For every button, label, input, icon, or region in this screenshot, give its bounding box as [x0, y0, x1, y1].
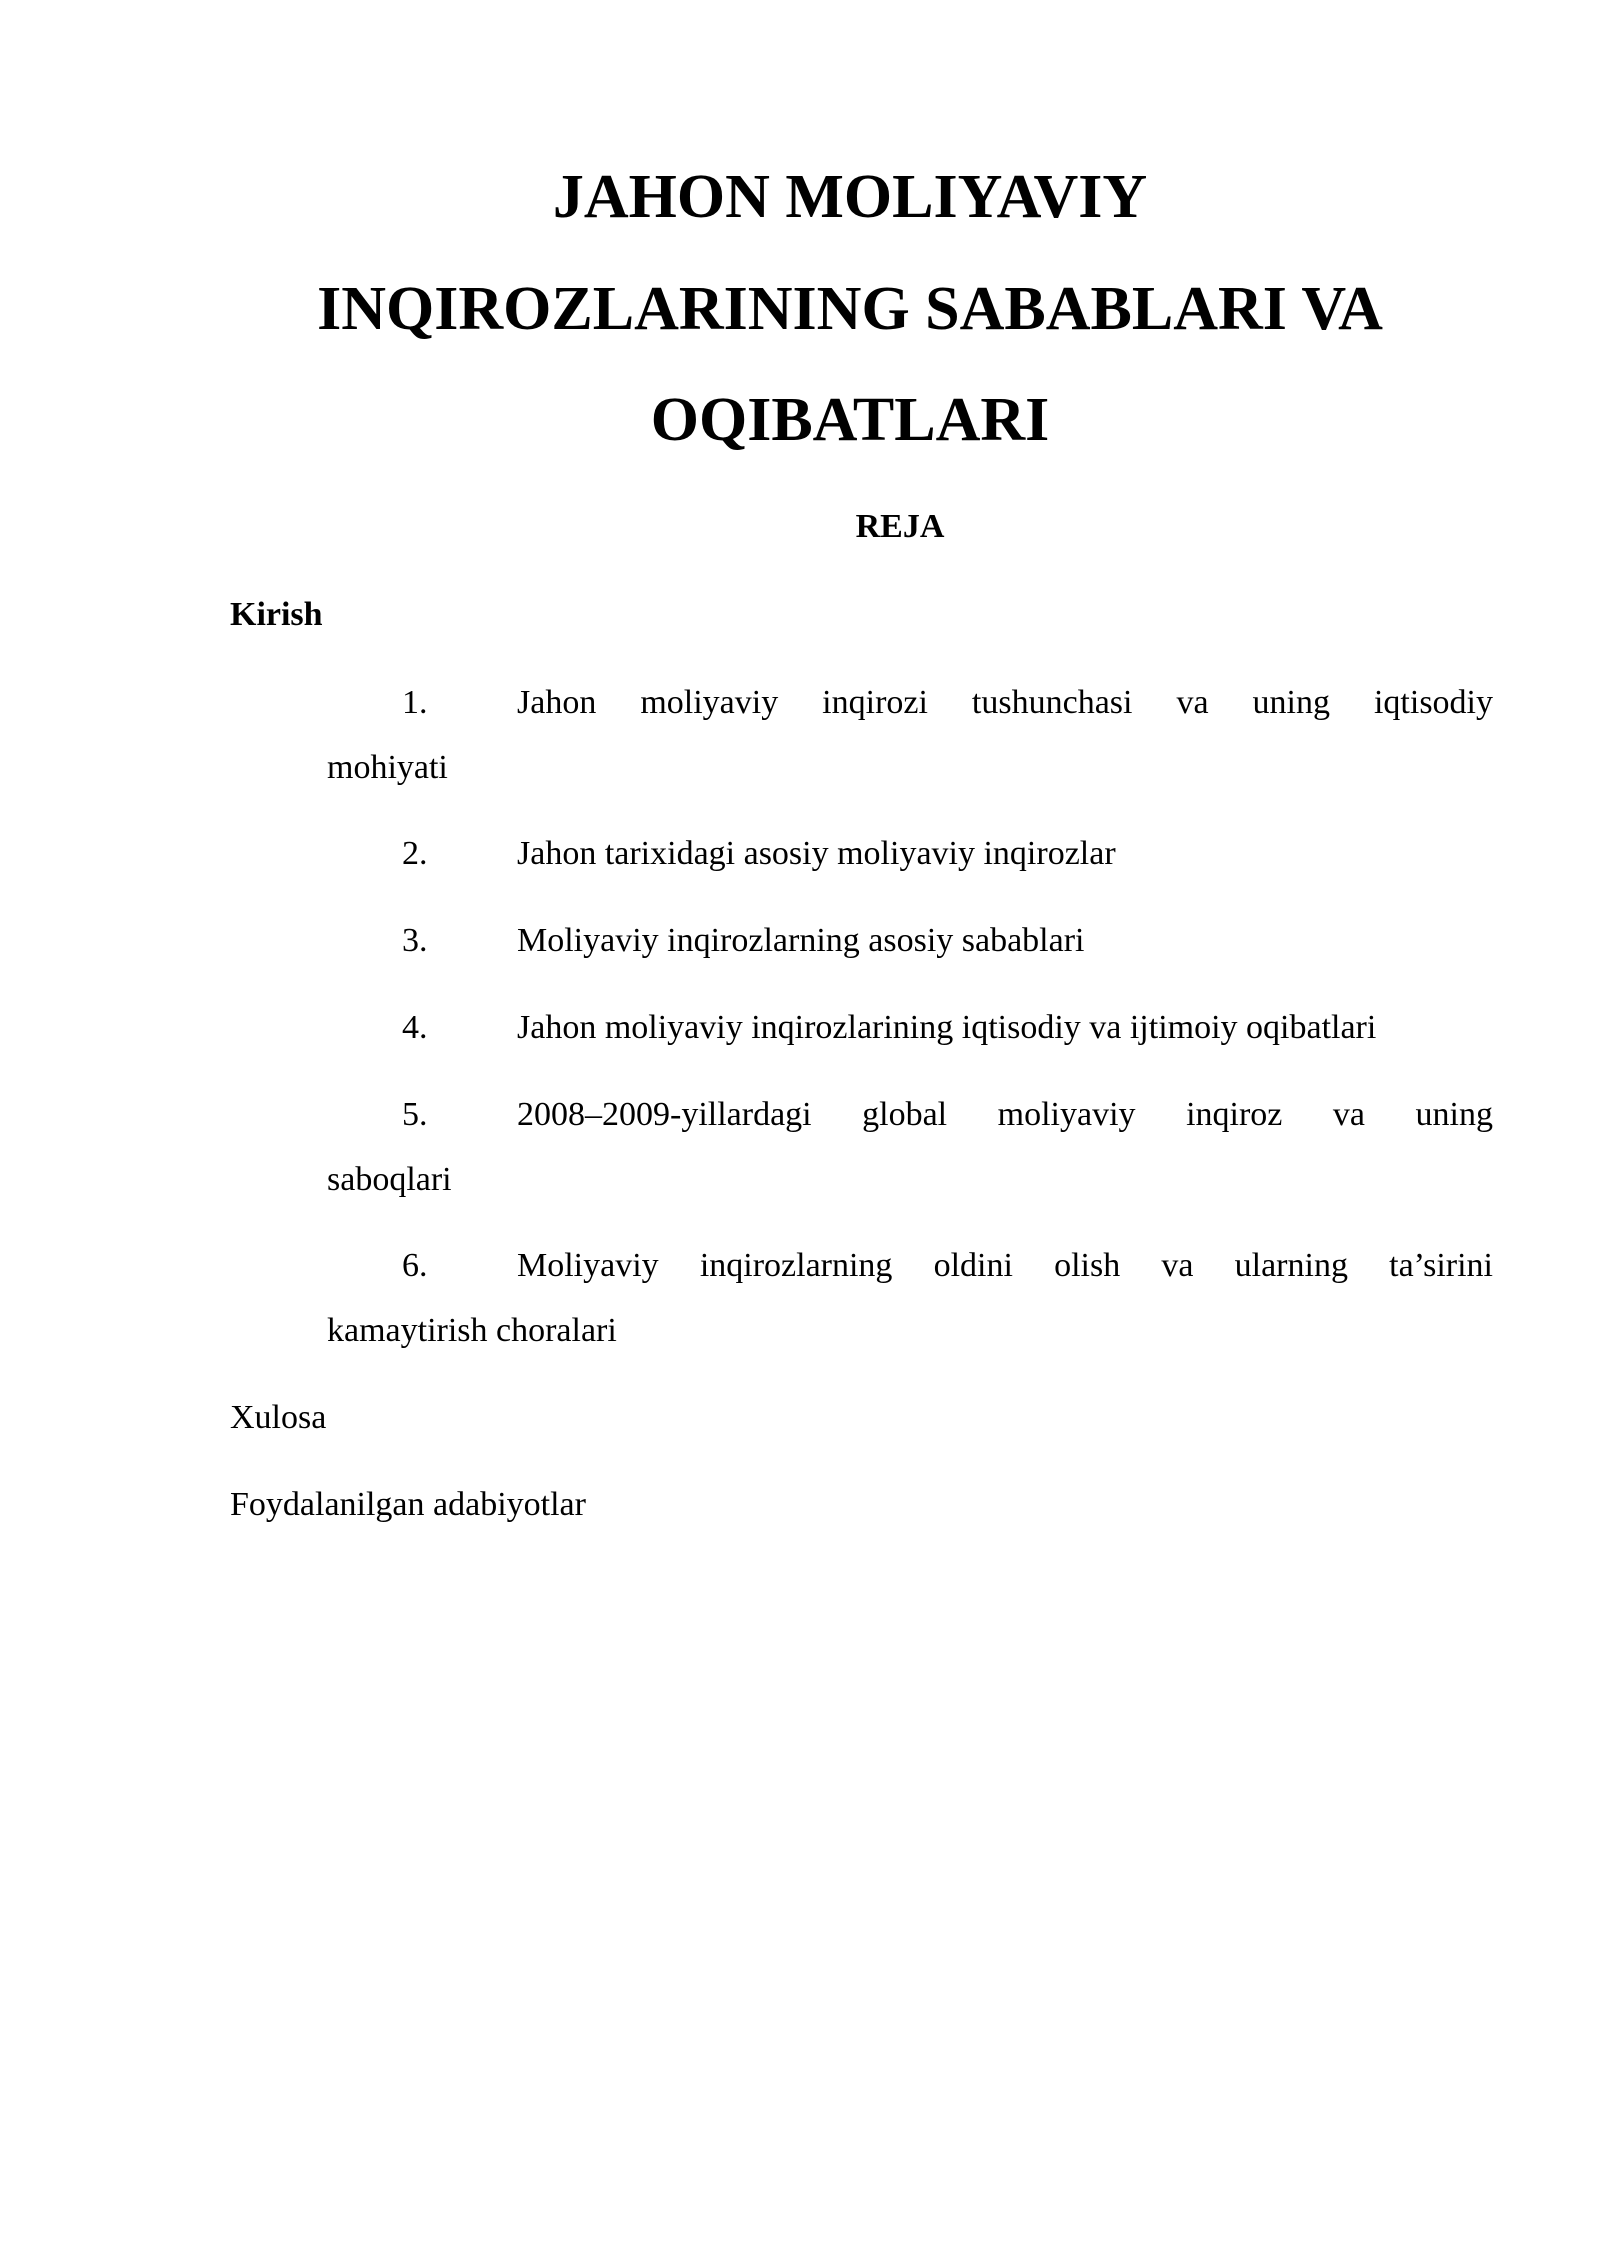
- conclusion-heading: Xulosa: [230, 1399, 327, 1436]
- item-6-continuation: kamaytirish choralari: [327, 1312, 617, 1349]
- item-6-number: 6.: [402, 1247, 428, 1284]
- item-2-text: Jahon tarixidagi asosiy moliyaviy inqirozlar: [517, 835, 1116, 872]
- item-5-number: 5.: [402, 1096, 428, 1133]
- item-2-number: 2.: [402, 835, 428, 872]
- intro-heading: Kirish: [230, 596, 323, 633]
- item-5-text: 2008–2009-yillardagi global moliyaviy inqiroz va uning: [517, 1096, 1493, 1133]
- document-title-line-2: INQIROZLARINING SABABLARI VA: [317, 275, 1383, 343]
- plan-heading: REJA: [855, 508, 945, 545]
- item-3-number: 3.: [402, 922, 428, 959]
- item-4-number: 4.: [402, 1009, 428, 1046]
- item-1-continuation: mohiyati: [327, 749, 448, 786]
- item-4-text: Jahon moliyaviy inqirozlarining iqtisodiy va ijtimoiy oqibatlari: [517, 1009, 1377, 1046]
- item-1-number: 1.: [402, 684, 428, 721]
- item-1-text: Jahon moliyaviy inqirozi tushunchasi va uning iqtisodiy: [517, 684, 1493, 721]
- item-3-text: Moliyaviy inqirozlarning asosiy sabablari: [517, 922, 1085, 959]
- item-6-text: Moliyaviy inqirozlarning oldini olish va ularning ta’sirini: [517, 1247, 1493, 1284]
- document-title-line-3: OQIBATLARI: [650, 386, 1050, 454]
- item-5-continuation: saboqlari: [327, 1161, 452, 1198]
- references-heading: Foydalanilgan adabiyotlar: [230, 1486, 586, 1523]
- document-title-line-1: JAHON MOLIYAVIY: [552, 163, 1148, 231]
